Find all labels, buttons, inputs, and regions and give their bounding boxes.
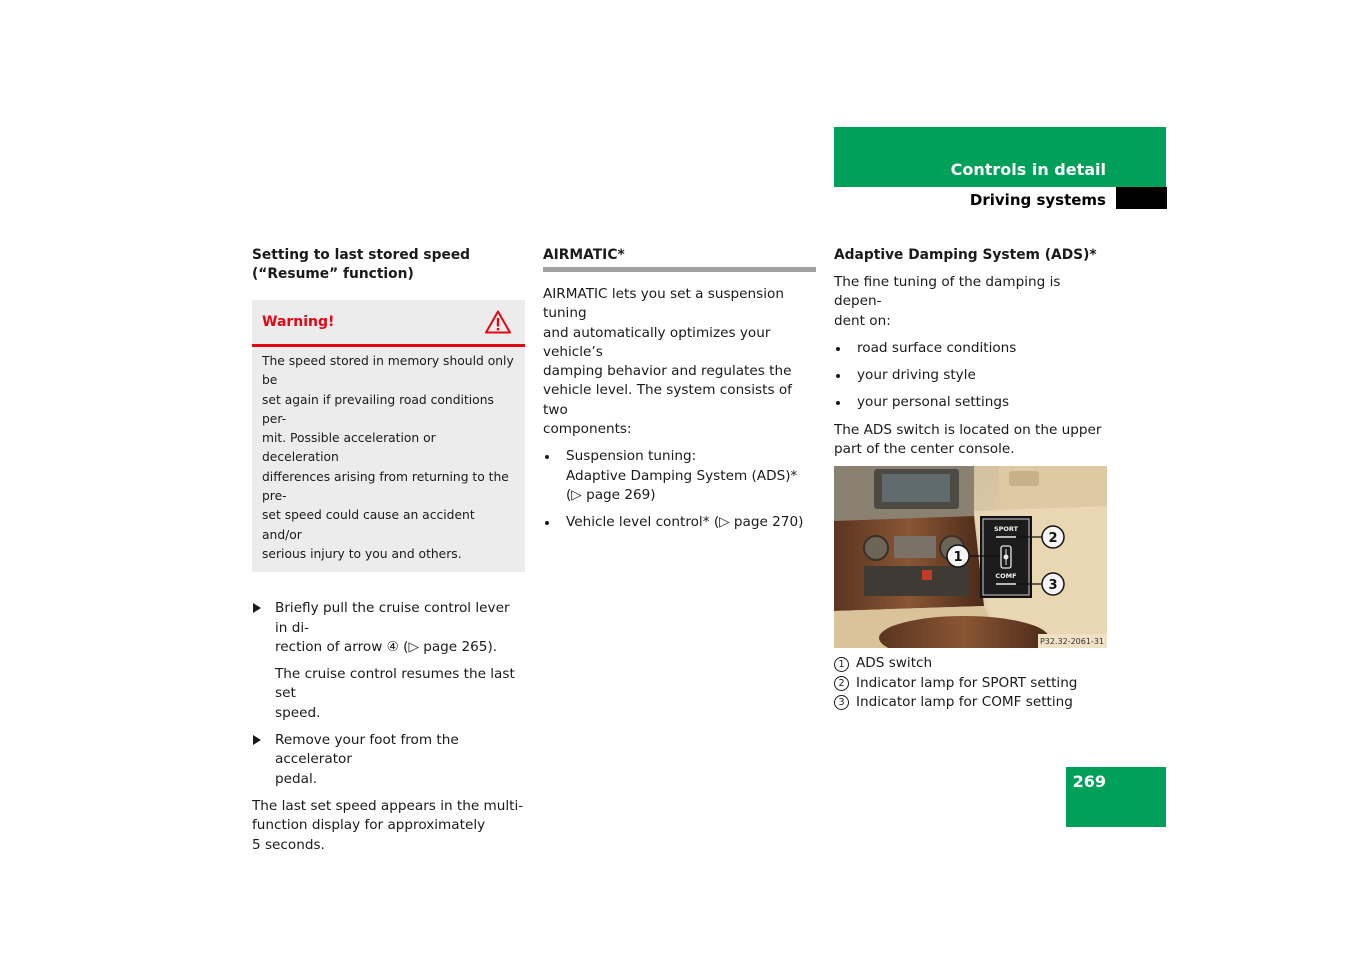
legend-item: 3 Indicator lamp for COMF setting — [834, 693, 1107, 712]
warning-header — [252, 300, 525, 347]
page-number: 269 — [1072, 772, 1106, 791]
bullet-dot — [836, 374, 840, 378]
airmatic-heading: AIRMATIC* — [543, 247, 625, 263]
console-photo — [834, 466, 1107, 648]
column-ads — [834, 246, 1107, 712]
ads-location: The ADS switch is located on the upper part of the center console. — [834, 421, 1102, 458]
step-result: The cruise control resumes the last set speed. — [275, 666, 515, 721]
step-pull-lever: Briefly pull the cruise control lever in di- rection of arrow ④ (▷ page 265). — [252, 599, 525, 657]
sport-label: SPORT — [993, 525, 1019, 534]
bullet-dot — [836, 401, 840, 405]
step-remove-foot: Remove your foot from the accelerator pedal. — [252, 731, 525, 789]
page-ref-link[interactable]: (▷ page 269) — [566, 486, 656, 503]
warning-text: The speed stored in memory should only be set again if prevailing road conditions per- mit. Possible acceleration or deceleration differences arising from returning to the pre- set speed could cause an accident and/or serious injury to you and others. — [262, 354, 514, 561]
column-airmatic — [543, 246, 816, 533]
svg-text:1: 1 — [953, 550, 963, 566]
step-arrow-icon — [253, 735, 261, 745]
bullet-dot — [545, 521, 549, 525]
center-console-illustration — [834, 466, 1107, 648]
airmatic-body: AIRMATIC lets you set a suspension tuning and automatically optimizes your vehicle’s damping behavior and regulates the vehicle level. The system consists of two components: — [543, 286, 792, 438]
section-marker — [1116, 187, 1167, 209]
step-arrow-icon — [253, 603, 261, 613]
column-resume — [252, 246, 525, 855]
bullet-road: road surface conditions — [834, 339, 1107, 358]
legend-item: 1 ADS switch — [834, 654, 1107, 673]
warning-label: Warning! — [262, 314, 335, 330]
bullet-dot — [545, 455, 549, 459]
resume-heading: Setting to last stored speed (“Resume” function) — [252, 247, 471, 282]
bullet-vehicle-level: Vehicle level control* (▷ page 270) — [543, 513, 816, 532]
svg-text:3: 3 — [1048, 578, 1058, 594]
svg-text:2: 2 — [1048, 531, 1058, 547]
comf-label: COMF — [995, 572, 1017, 581]
ads-heading: Adaptive Damping System (ADS)* — [834, 247, 1097, 263]
legend-item: 2 Indicator lamp for SPORT setting — [834, 674, 1107, 693]
subsection-title: Driving systems — [969, 191, 1106, 209]
heading-rule — [543, 267, 816, 272]
section-title: Controls in detail — [950, 160, 1106, 179]
resume-note: The last set speed appears in the multi- function display for approximately 5 seconds. — [252, 797, 524, 853]
bullet-personal: your personal settings — [834, 393, 1107, 412]
bullet-dot — [836, 347, 840, 351]
bullet-driving-style: your driving style — [834, 366, 1107, 385]
photo-reference: P32.32-2061-31 — [1039, 637, 1104, 647]
warning-triangle-icon — [485, 310, 511, 334]
photo-legend — [834, 654, 1107, 712]
warning-box — [252, 300, 525, 572]
ads-intro: The fine tuning of the damping is depen- dent on: — [834, 274, 1061, 329]
bullet-suspension-tuning: Suspension tuning: Adaptive Damping System (ADS)* (▷ page 269) — [543, 447, 816, 505]
